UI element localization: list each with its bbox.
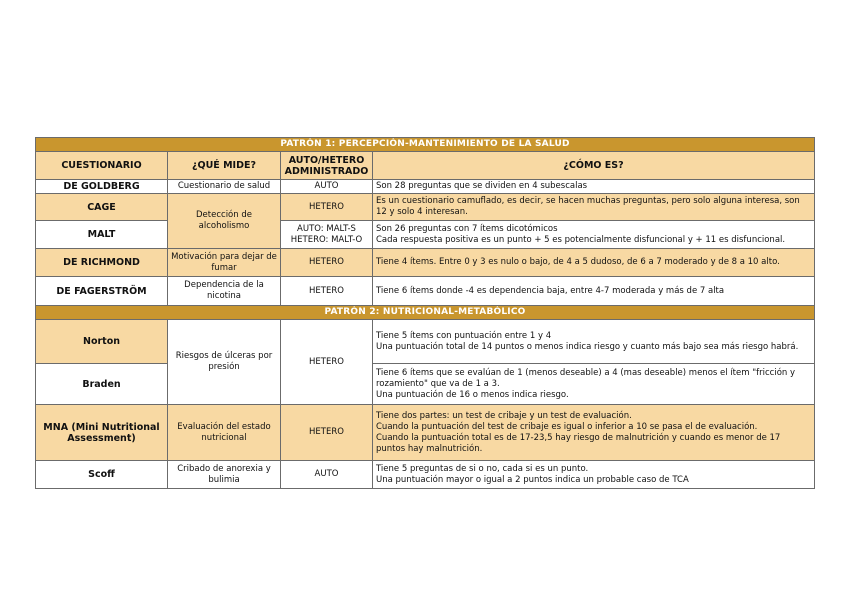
braden-desc <box>373 364 815 405</box>
mna-desc-line1: Tiene dos partes: un test de cribaje y un test de evaluación. <box>376 410 632 421</box>
goldberg-desc: Son 28 preguntas que se dividen en 4 subescalas <box>373 180 815 194</box>
header-administered-line1: AUTO/HETERO <box>288 154 365 166</box>
fagerstrom-measures: Dependencia de la nicotina <box>168 277 281 306</box>
richmond-measures: Motivación para dejar de fumar <box>168 249 281 277</box>
malt-desc-line1: Son 26 preguntas con 7 ítems dicotómicos <box>376 223 558 234</box>
header-row <box>36 152 815 180</box>
braden-desc-line2: Una puntuación de 16 o menos indica riesgo. <box>376 389 569 400</box>
malt-name: MALT <box>36 221 168 249</box>
mna-desc-line3: Cuando la puntuación total es de 17-23,5 hay riesgo de malnutrición y cuando es menor de 17 puntos hay malnutrición. <box>376 432 781 454</box>
table-row-goldberg <box>36 180 815 194</box>
norton-name: Norton <box>36 320 168 364</box>
pattern1-title: PATRÓN 1: PERCEPCIÓN-MANTENIMIENTO DE LA SALUD <box>36 138 815 152</box>
fagerstrom-name: DE FAGERSTRÖM <box>36 277 168 306</box>
pattern2-title: PATRÓN 2: NUTRICIONAL-METABÓLICO <box>36 306 815 320</box>
table-row-richmond <box>36 249 815 277</box>
header-how-is: ¿CÓMO ES? <box>373 152 815 180</box>
goldberg-admin: AUTO <box>281 180 373 194</box>
scoff-desc-line2: Una puntuación mayor o igual a 2 puntos indica un probable caso de TCA <box>376 474 689 485</box>
fagerstrom-admin: HETERO <box>281 277 373 306</box>
scoff-desc-line1: Tiene 5 preguntas de si o no, cada si es un punto. <box>376 463 589 474</box>
header-administered-line2: ADMINISTRADO <box>284 165 369 177</box>
table-row-norton <box>36 320 815 364</box>
table-row-braden <box>36 364 815 405</box>
scoff-measures: Cribado de anorexia y bulimia <box>168 461 281 489</box>
norton-desc <box>373 320 815 364</box>
fagerstrom-desc: Tiene 6 ítems donde -4 es dependencia baja, entre 4-7 moderada y más de 7 alta <box>373 277 815 306</box>
mna-desc <box>373 405 815 461</box>
scoff-desc <box>373 461 815 489</box>
norton-desc-line1: Tiene 5 ítems con puntuación entre 1 y 4 <box>376 330 552 341</box>
table-row-fagerstrom <box>36 277 815 306</box>
cage-desc: Es un cuestionario camuflado, es decir, se hacen muchas preguntas, pero solo alguna interesa, son 12 y solo 4 interesan. <box>373 194 815 221</box>
richmond-name: DE RICHMOND <box>36 249 168 277</box>
table-row-malt <box>36 221 815 249</box>
scoff-name: Scoff <box>36 461 168 489</box>
mna-admin: HETERO <box>281 405 373 461</box>
braden-name: Braden <box>36 364 168 405</box>
assessment-table <box>35 137 815 489</box>
mna-measures: Evaluación del estado nutricional <box>168 405 281 461</box>
cage-name: CAGE <box>36 194 168 221</box>
table-row-mna <box>36 405 815 461</box>
malt-admin-line1: AUTO: MALT-S <box>297 223 356 234</box>
malt-desc-line2: Cada respuesta positiva es un punto + 5 es potencialmente disfuncional y + 11 es disfuncional. <box>376 234 786 245</box>
malt-admin <box>281 221 373 249</box>
pattern1-banner-row <box>36 138 815 152</box>
mna-desc-line2: Cuando la puntuación del test de cribaje es igual o inferior a 10 se pasa el de evaluación. <box>376 421 758 432</box>
ulcer-measures: Riesgos de úlceras por presión <box>168 320 281 405</box>
ulcer-admin: HETERO <box>281 320 373 405</box>
norton-desc-line2: Una puntuación total de 14 puntos o menos indica riesgo y cuanto más bajo sea más riesgo habrá. <box>376 341 799 352</box>
malt-desc <box>373 221 815 249</box>
table-row-scoff <box>36 461 815 489</box>
header-questionnaire: CUESTIONARIO <box>36 152 168 180</box>
header-what-measures: ¿QUÉ MIDE? <box>168 152 281 180</box>
alcohol-measures: Detección de alcoholismo <box>168 194 281 249</box>
braden-desc-line1: Tiene 6 ítems que se evalúan de 1 (menos deseable) a 4 (mas deseable) menos el ítem "fricción y rozamiento" que va de 1 a 3. <box>376 367 796 389</box>
table-row-cage <box>36 194 815 221</box>
malt-admin-line2: HETERO: MALT-O <box>290 234 363 245</box>
cage-admin: HETERO <box>281 194 373 221</box>
goldberg-measures: Cuestionario de salud <box>168 180 281 194</box>
richmond-desc: Tiene 4 ítems. Entre 0 y 3 es nulo o bajo, de 4 a 5 dudoso, de 6 a 7 moderado y de 8 a 10 alto. <box>373 249 815 277</box>
richmond-admin: HETERO <box>281 249 373 277</box>
scoff-admin: AUTO <box>281 461 373 489</box>
header-administered <box>281 152 373 180</box>
mna-name: MNA (Mini Nutritional Assessment) <box>36 405 168 461</box>
pattern2-banner-row <box>36 306 815 320</box>
goldberg-name: DE GOLDBERG <box>36 180 168 194</box>
